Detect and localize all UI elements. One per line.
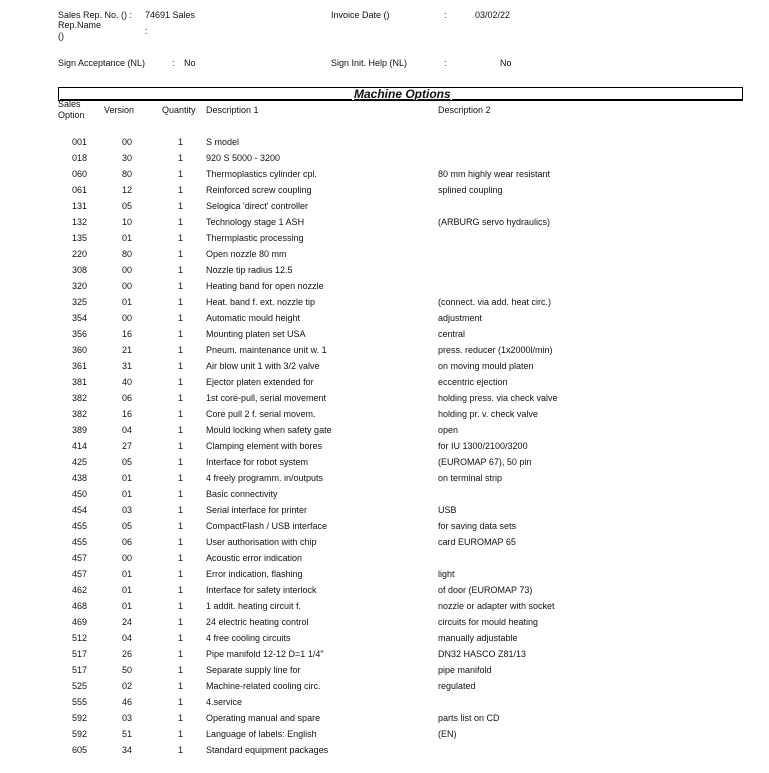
invoice-date-colon: : [444, 10, 447, 20]
table-row [0, 537, 769, 553]
description-2-cell: eccentric ejection [438, 377, 508, 387]
table-row [0, 617, 769, 633]
version-cell: 26 [122, 649, 133, 659]
quantity-cell: 1 [178, 441, 184, 451]
table-row [0, 233, 769, 249]
description-1-cell: 4.service [206, 697, 243, 707]
description-1-cell: Separate supply line for [206, 665, 301, 675]
description-2-cell: holding press. via check valve [438, 393, 558, 403]
option-cell: 308 [72, 265, 88, 275]
version-cell: 30 [122, 153, 133, 163]
section-title: Machine Options [354, 87, 451, 101]
description-1-cell: S model [206, 137, 240, 147]
option-cell: 555 [72, 697, 88, 707]
option-cell: 360 [72, 345, 88, 355]
version-cell: 34 [122, 745, 133, 755]
description-1-cell: Standard equipment packages [206, 745, 329, 755]
description-1-cell: Acoustic error indication [206, 553, 303, 563]
quantity-cell: 1 [178, 169, 184, 179]
option-cell: 325 [72, 297, 88, 307]
quantity-cell: 1 [178, 329, 184, 339]
description-2-cell: splined coupling [438, 185, 503, 195]
option-cell: 018 [72, 153, 88, 163]
description-2-cell: 80 mm highly wear resistant [438, 169, 551, 179]
quantity-cell: 1 [178, 281, 184, 291]
description-2-cell: adjustment [438, 313, 483, 323]
option-cell: 592 [72, 713, 88, 723]
invoice-date-value: 03/02/22 [475, 10, 511, 20]
option-cell: 592 [72, 729, 88, 739]
version-cell: 01 [122, 489, 133, 499]
quantity-cell: 1 [178, 153, 184, 163]
sales-rep-label: Sales Rep. No. () : [58, 10, 133, 20]
option-cell: 512 [72, 633, 88, 643]
col-header-description-2: Description 2 [438, 105, 491, 115]
table-row [0, 137, 769, 153]
description-1-cell: Pneum. maintenance unit w. 1 [206, 345, 327, 355]
table-row [0, 729, 769, 745]
description-1-cell: Technology stage 1 ASH [206, 217, 305, 227]
description-2-cell: light [438, 569, 455, 579]
option-cell: 135 [72, 233, 88, 243]
option-cell: 468 [72, 601, 88, 611]
version-cell: 00 [122, 313, 133, 323]
table-row [0, 713, 769, 729]
table-row [0, 345, 769, 361]
description-1-cell: Machine-related cooling circ. [206, 681, 321, 691]
sign-acceptance-label: Sign Acceptance (NL) [58, 58, 146, 68]
quantity-cell: 1 [178, 569, 184, 579]
description-2-cell: parts list on CD [438, 713, 500, 723]
table-row [0, 457, 769, 473]
option-cell: 517 [72, 665, 88, 675]
version-cell: 05 [122, 457, 133, 467]
table-row [0, 697, 769, 713]
quantity-cell: 1 [178, 425, 184, 435]
quantity-cell: 1 [178, 457, 184, 467]
version-cell: 12 [122, 185, 133, 195]
quantity-cell: 1 [178, 537, 184, 547]
table-row [0, 169, 769, 185]
option-cell: 450 [72, 489, 88, 499]
description-1-cell: User authorisation with chip [206, 537, 317, 547]
option-cell: 414 [72, 441, 88, 451]
quantity-cell: 1 [178, 745, 184, 755]
table-row [0, 361, 769, 377]
option-cell: 605 [72, 745, 88, 755]
description-1-cell: 24 electric heating control [206, 617, 309, 627]
option-cell: 320 [72, 281, 88, 291]
description-2-cell: manually adjustable [438, 633, 518, 643]
description-1-cell: 4 freely programm. in/outputs [206, 473, 324, 483]
quantity-cell: 1 [178, 585, 184, 595]
table-row [0, 185, 769, 201]
table-row [0, 489, 769, 505]
version-cell: 01 [122, 473, 133, 483]
quantity-cell: 1 [178, 233, 184, 243]
table-row [0, 441, 769, 457]
quantity-cell: 1 [178, 217, 184, 227]
description-1-cell: Nozzle tip radius 12.5 [206, 265, 293, 275]
description-1-cell: Reinforced screw coupling [206, 185, 312, 195]
description-1-cell: Language of labels: English [206, 729, 317, 739]
version-cell: 01 [122, 601, 133, 611]
quantity-cell: 1 [178, 297, 184, 307]
table-row [0, 329, 769, 345]
version-cell: 00 [122, 553, 133, 563]
quantity-cell: 1 [178, 681, 184, 691]
description-1-cell: Heating band for open nozzle [206, 281, 324, 291]
version-cell: 10 [122, 217, 133, 227]
option-cell: 389 [72, 425, 88, 435]
version-cell: 51 [122, 729, 133, 739]
option-cell: 131 [72, 201, 88, 211]
version-cell: 05 [122, 201, 133, 211]
version-cell: 04 [122, 633, 133, 643]
option-cell: 438 [72, 473, 88, 483]
option-cell: 060 [72, 169, 88, 179]
description-2-cell: central [438, 329, 466, 339]
quantity-cell: 1 [178, 201, 184, 211]
quantity-cell: 1 [178, 697, 184, 707]
version-cell: 80 [122, 249, 133, 259]
quantity-cell: 1 [178, 137, 184, 147]
description-1-cell: Heat. band f. ext. nozzle tip [206, 297, 316, 307]
table-row [0, 409, 769, 425]
table-row [0, 633, 769, 649]
table-row [0, 585, 769, 601]
description-1-cell: 1st core-pull, serial movement [206, 393, 327, 403]
description-1-cell: Error indication, flashing [206, 569, 303, 579]
description-2-cell: holding pr. v. check valve [438, 409, 538, 419]
version-cell: 00 [122, 137, 133, 147]
quantity-cell: 1 [178, 617, 184, 627]
version-cell: 06 [122, 537, 133, 547]
version-cell: 02 [122, 681, 133, 691]
col-header-sales: Sales [58, 99, 81, 109]
option-cell: 356 [72, 329, 88, 339]
table-row [0, 297, 769, 313]
description-2-cell: (EUROMAP 67), 50 pin [438, 457, 532, 467]
table-row [0, 217, 769, 233]
description-2-cell: circuits for mould heating [438, 617, 539, 627]
option-cell: 469 [72, 617, 88, 627]
description-1-cell: Mould locking when safety gate [206, 425, 332, 435]
description-1-cell: Open nozzle 80 mm [206, 249, 287, 259]
quantity-cell: 1 [178, 313, 184, 323]
sign-init-help-label: Sign Init. Help (NL) [331, 58, 408, 68]
description-2-cell: pipe manifold [438, 665, 492, 675]
version-cell: 05 [122, 521, 133, 531]
description-1-cell: Basic connectivity [206, 489, 278, 499]
description-2-cell: (ARBURG servo hydraulics) [438, 217, 551, 227]
sign-acceptance-colon: : [172, 58, 175, 68]
description-2-cell: nozzle or adapter with socket [438, 601, 555, 611]
table-row [0, 249, 769, 265]
version-cell: 80 [122, 169, 133, 179]
description-1-cell: Selogica 'direct' controller [206, 201, 308, 211]
option-cell: 457 [72, 569, 88, 579]
quantity-cell: 1 [178, 601, 184, 611]
version-cell: 31 [122, 361, 133, 371]
version-cell: 00 [122, 281, 133, 291]
sales-rep-value: 74691 Sales [145, 10, 196, 20]
description-1-cell: Interface for safety interlock [206, 585, 317, 595]
quantity-cell: 1 [178, 377, 184, 387]
description-1-cell: CompactFlash / USB interface [206, 521, 328, 531]
quantity-cell: 1 [178, 473, 184, 483]
description-1-cell: Ejector platen extended for [206, 377, 314, 387]
table-row [0, 553, 769, 569]
option-cell: 382 [72, 409, 88, 419]
version-cell: 06 [122, 393, 133, 403]
option-cell: 381 [72, 377, 88, 387]
quantity-cell: 1 [178, 521, 184, 531]
table-row [0, 649, 769, 665]
version-cell: 01 [122, 233, 133, 243]
quantity-cell: 1 [178, 553, 184, 563]
option-cell: 455 [72, 521, 88, 531]
option-cell: 001 [72, 137, 88, 147]
description-1-cell: Thermplastic processing [206, 233, 304, 243]
banner-underline-left [60, 99, 352, 100]
description-1-cell: Automatic mould height [206, 313, 301, 323]
version-cell: 40 [122, 377, 133, 387]
description-1-cell: Air blow unit 1 with 3/2 valve [206, 361, 320, 371]
sign-init-help-colon: : [444, 58, 447, 68]
table-row [0, 665, 769, 681]
quantity-cell: 1 [178, 185, 184, 195]
version-cell: 00 [122, 265, 133, 275]
description-1-cell: Operating manual and spare [206, 713, 321, 723]
option-cell: 455 [72, 537, 88, 547]
table-row [0, 425, 769, 441]
version-cell: 16 [122, 329, 133, 339]
table-row [0, 505, 769, 521]
table-row [0, 393, 769, 409]
description-2-cell: press. reducer (1x2000l/min) [438, 345, 553, 355]
col-header-description-1: Description 1 [206, 105, 259, 115]
sign-init-help-value: No [500, 58, 512, 68]
table-row [0, 473, 769, 489]
rep-name-label: Rep.Name [58, 20, 102, 30]
option-cell: 361 [72, 361, 88, 371]
option-cell: 061 [72, 185, 88, 195]
description-1-cell: Pipe manifold 12-12 D=1 1/4" [206, 649, 324, 659]
option-cell: 382 [72, 393, 88, 403]
quantity-cell: 1 [178, 361, 184, 371]
description-2-cell: card EUROMAP 65 [438, 537, 516, 547]
quantity-cell: 1 [178, 265, 184, 275]
version-cell: 27 [122, 441, 133, 451]
option-cell: 132 [72, 217, 88, 227]
quantity-cell: 1 [178, 665, 184, 675]
option-cell: 517 [72, 649, 88, 659]
description-1-cell: Thermoplastics cylinder cpl. [206, 169, 318, 179]
option-cell: 354 [72, 313, 88, 323]
description-2-cell: USB [438, 505, 457, 515]
rep-name-colon: : [145, 26, 148, 36]
option-cell: 525 [72, 681, 88, 691]
table-row [0, 745, 769, 761]
rep-name-paren: () [58, 31, 64, 41]
description-2-cell: (connect. via add. heat circ.) [438, 297, 552, 307]
description-1-cell: Interface for robot system [206, 457, 309, 467]
table-row [0, 377, 769, 393]
col-header-version: Version [104, 105, 135, 115]
option-cell: 454 [72, 505, 88, 515]
option-cell: 457 [72, 553, 88, 563]
quantity-cell: 1 [178, 345, 184, 355]
description-1-cell: Serial interface for printer [206, 505, 308, 515]
col-header-quantity: Quantity [162, 105, 196, 115]
version-cell: 03 [122, 505, 133, 515]
version-cell: 46 [122, 697, 133, 707]
version-cell: 04 [122, 425, 133, 435]
description-2-cell: of door (EUROMAP 73) [438, 585, 533, 595]
quantity-cell: 1 [178, 489, 184, 499]
description-2-cell: for IU 1300/2100/3200 [438, 441, 528, 451]
description-1-cell: Mounting platen set USA [206, 329, 306, 339]
quantity-cell: 1 [178, 249, 184, 259]
version-cell: 21 [122, 345, 133, 355]
version-cell: 03 [122, 713, 133, 723]
description-2-cell: DN32 HASCO Z81/13 [438, 649, 527, 659]
description-2-cell: on moving mould platen [438, 361, 534, 371]
version-cell: 01 [122, 585, 133, 595]
table-row [0, 521, 769, 537]
quantity-cell: 1 [178, 649, 184, 659]
description-1-cell: 4 free cooling circuits [206, 633, 291, 643]
table-row [0, 201, 769, 217]
version-cell: 50 [122, 665, 133, 675]
quantity-cell: 1 [178, 633, 184, 643]
table-row [0, 601, 769, 617]
quantity-cell: 1 [178, 409, 184, 419]
invoice-date-label: Invoice Date () [331, 10, 390, 20]
quantity-cell: 1 [178, 713, 184, 723]
quantity-cell: 1 [178, 393, 184, 403]
description-2-cell: on terminal strip [438, 473, 503, 483]
option-cell: 425 [72, 457, 88, 467]
description-2-cell: (EN) [438, 729, 457, 739]
description-1-cell: 920 S 5000 - 3200 [206, 153, 281, 163]
quantity-cell: 1 [178, 505, 184, 515]
version-cell: 24 [122, 617, 133, 627]
quantity-cell: 1 [178, 729, 184, 739]
option-cell: 220 [72, 249, 88, 259]
sign-acceptance-value: No [184, 58, 196, 68]
table-row [0, 313, 769, 329]
banner-underline-right [452, 99, 742, 100]
version-cell: 01 [122, 297, 133, 307]
table-row [0, 569, 769, 585]
col-header-option: Option [58, 110, 85, 120]
table-row [0, 281, 769, 297]
table-row [0, 153, 769, 169]
option-cell: 462 [72, 585, 88, 595]
description-1-cell: 1 addit. heating circuit f. [206, 601, 302, 611]
description-1-cell: Core pull 2 f. serial movem. [206, 409, 316, 419]
table-row [0, 681, 769, 697]
description-2-cell: for saving data sets [438, 521, 517, 531]
table-row [0, 265, 769, 281]
description-1-cell: Clamping element with bores [206, 441, 323, 451]
version-cell: 16 [122, 409, 133, 419]
description-2-cell: open [438, 425, 459, 435]
description-2-cell: regulated [438, 681, 476, 691]
version-cell: 01 [122, 569, 133, 579]
